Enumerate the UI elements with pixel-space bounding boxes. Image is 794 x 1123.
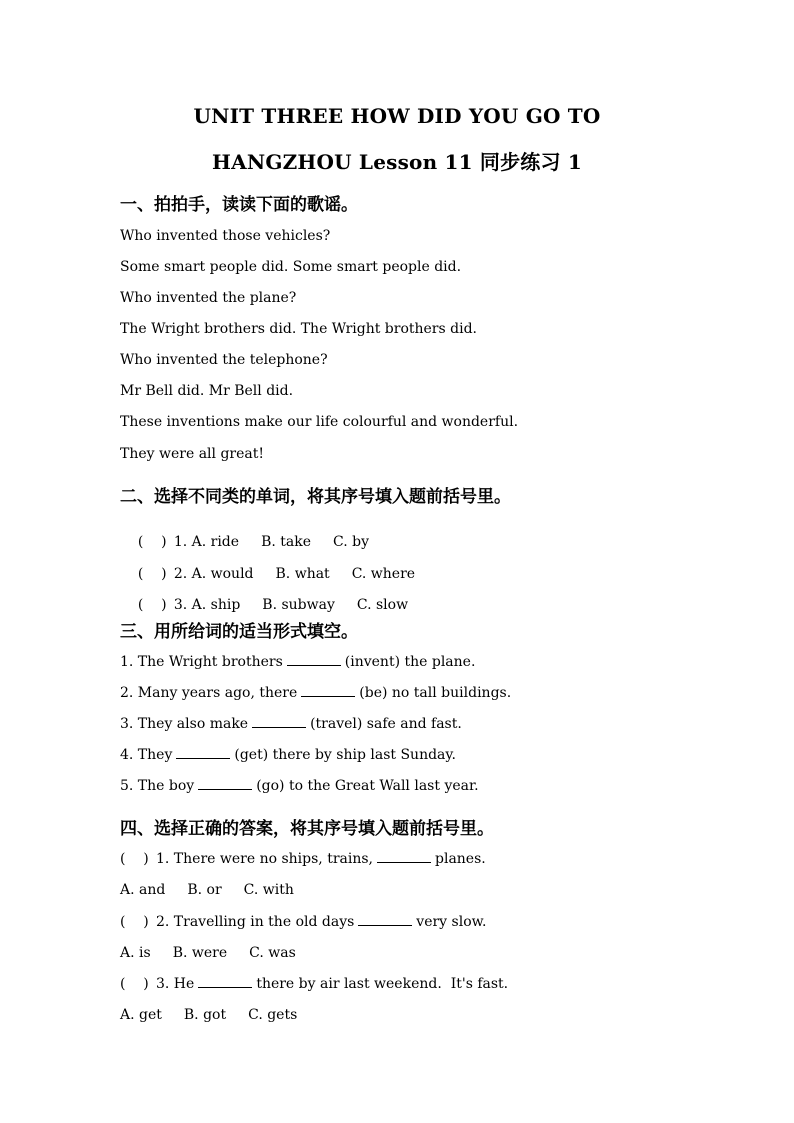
choice-options bbox=[120, 1007, 297, 1023]
section1-heading: 一、拍拍手，读读下面的歌谣。 bbox=[120, 195, 358, 215]
option: A. and bbox=[120, 882, 166, 898]
item-text: 1. The Wright brothers bbox=[120, 654, 283, 670]
title-line-2: HANGZHOU Lesson 11 同步练习 1 bbox=[212, 150, 582, 174]
choice-question bbox=[120, 851, 486, 867]
choice-question bbox=[120, 914, 486, 930]
fill-blank-item bbox=[120, 778, 479, 794]
answer-paren[interactable]: ( ) bbox=[120, 976, 149, 992]
choice-options bbox=[120, 945, 296, 961]
option: B. got bbox=[183, 1007, 227, 1023]
title-line-1: UNIT THREE HOW DID YOU GO TO bbox=[193, 104, 601, 128]
choice-options bbox=[120, 882, 294, 898]
answer-blank bbox=[358, 914, 412, 926]
option: B. were bbox=[172, 945, 228, 961]
item-text: 4. They bbox=[120, 747, 173, 763]
option: C. was bbox=[249, 945, 296, 961]
chant-line: They were all great! bbox=[120, 446, 264, 462]
fill-blank-item bbox=[120, 685, 511, 701]
chant-line: The Wright brothers did. The Wright brothers did. bbox=[120, 321, 477, 337]
item-text: (be) no tall buildings. bbox=[359, 685, 512, 701]
fill-blank-item bbox=[120, 654, 475, 670]
item-text: 3. They also make bbox=[120, 716, 249, 732]
option: B. or bbox=[187, 882, 222, 898]
answer-blank[interactable] bbox=[287, 654, 341, 666]
answer-blank bbox=[198, 976, 252, 988]
answer-paren[interactable]: ( ) bbox=[137, 566, 167, 582]
answer-blank[interactable] bbox=[252, 716, 306, 728]
item-number: 3. bbox=[173, 597, 188, 613]
answer-blank bbox=[377, 851, 431, 863]
answer-paren[interactable]: ( ) bbox=[137, 534, 167, 550]
option: A. is bbox=[120, 945, 151, 961]
item-text: 2. Many years ago, there bbox=[120, 685, 298, 701]
question-text: 2. Travelling in the old days bbox=[156, 914, 355, 930]
answer-blank[interactable] bbox=[198, 778, 252, 790]
question-text: 3. He bbox=[156, 976, 195, 992]
answer-blank[interactable] bbox=[176, 747, 230, 759]
option: A. get bbox=[120, 1007, 162, 1023]
option: C. with bbox=[243, 882, 294, 898]
answer-blank[interactable] bbox=[301, 685, 355, 697]
fill-blank-item bbox=[120, 716, 462, 732]
question-text: very slow. bbox=[416, 914, 487, 930]
option: C. by bbox=[333, 534, 369, 550]
item-text: (invent) the plane. bbox=[344, 654, 476, 670]
option: A. ride bbox=[191, 534, 240, 550]
question-text: there by air last weekend. It's fast. bbox=[256, 976, 509, 992]
option: C. gets bbox=[248, 1007, 298, 1023]
chant-line: Who invented those vehicles? bbox=[120, 228, 331, 244]
option: B. what bbox=[275, 566, 330, 582]
chant-line: Mr Bell did. Mr Bell did. bbox=[120, 383, 294, 399]
answer-paren[interactable]: ( ) bbox=[120, 914, 149, 930]
section3-heading: 三、用所给词的适当形式填空。 bbox=[120, 622, 358, 642]
item-number: 2. bbox=[173, 566, 188, 582]
question-text: 1. There were no ships, trains, bbox=[156, 851, 373, 867]
option: C. slow bbox=[356, 597, 409, 613]
option: A. would bbox=[191, 566, 254, 582]
option: C. where bbox=[351, 566, 416, 582]
chant-line: Some smart people did. Some smart people did. bbox=[120, 259, 462, 275]
chant-line: Who invented the plane? bbox=[120, 290, 297, 306]
option: B. subway bbox=[262, 597, 335, 613]
item-text: (get) there by ship last Sunday. bbox=[234, 747, 456, 763]
item-text: (travel) safe and fast. bbox=[310, 716, 462, 732]
option: A. ship bbox=[191, 597, 241, 613]
chant-line: Who invented the telephone? bbox=[120, 352, 328, 368]
item-text: (go) to the Great Wall last year. bbox=[256, 778, 479, 794]
item-number: 1. bbox=[173, 534, 188, 550]
answer-paren[interactable]: ( ) bbox=[137, 597, 167, 613]
item-text: 5. The boy bbox=[120, 778, 195, 794]
option: B. take bbox=[261, 534, 311, 550]
section2-heading: 二、选择不同类的单词，将其序号填入题前括号里。 bbox=[120, 487, 511, 507]
question-text: planes. bbox=[435, 851, 486, 867]
fill-blank-item bbox=[120, 747, 456, 763]
chant-line: These inventions make our life colourful and wonderful. bbox=[120, 414, 519, 430]
choice-question bbox=[120, 976, 508, 992]
section4-heading: 四、选择正确的答案，将其序号填入题前括号里。 bbox=[120, 819, 494, 839]
answer-paren[interactable]: ( ) bbox=[120, 851, 149, 867]
